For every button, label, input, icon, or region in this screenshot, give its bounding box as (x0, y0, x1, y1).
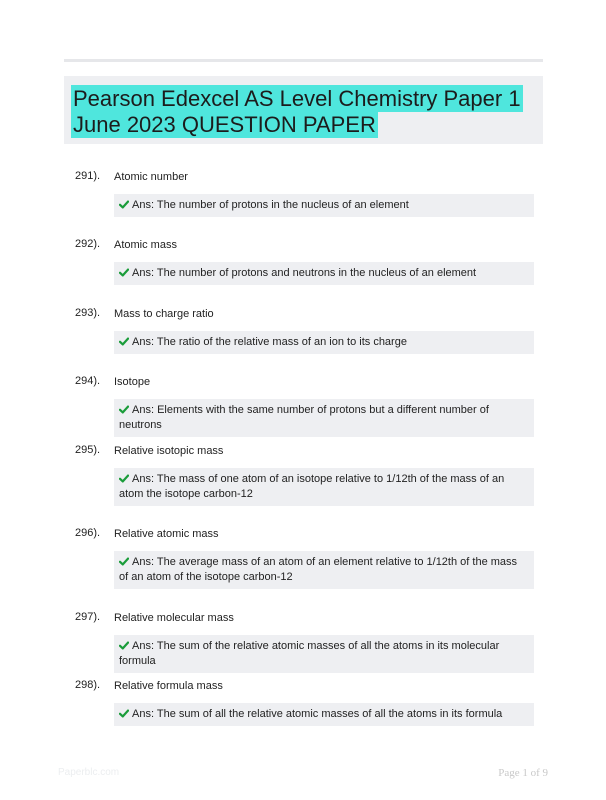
answer-box (114, 262, 534, 285)
question-number: 297). (75, 611, 101, 623)
question-number: 293). (75, 307, 101, 319)
check-icon (119, 337, 129, 346)
question-term: Isotope (114, 376, 151, 388)
answer-text: The sum of the relative atomic masses of all the atoms in its molecular formula (119, 640, 500, 667)
check-icon (119, 474, 129, 483)
check-icon (119, 405, 129, 414)
question-number: 296). (75, 527, 101, 539)
footer-watermark: Paperblc.com (58, 767, 120, 778)
check-icon (119, 268, 129, 277)
question-term: Atomic mass (114, 239, 177, 251)
header-rule (64, 59, 543, 62)
question-number: 298). (75, 679, 101, 691)
answer-text: The sum of all the relative atomic masses of all the atoms in its formula (156, 708, 503, 720)
answer-prefix: Ans: (132, 336, 155, 348)
question-number: 294). (75, 375, 101, 387)
page-title-highlight: Pearson Edexcel AS Level Chemistry Paper 1 June 2023 QUESTION PAPER (73, 86, 521, 137)
answer-box (114, 703, 534, 726)
check-icon (119, 641, 129, 650)
question-term: Relative isotopic mass (114, 445, 224, 457)
answer-prefix: Ans: (132, 556, 155, 568)
question-term: Relative molecular mass (114, 612, 234, 624)
answer-prefix: Ans: (132, 708, 155, 720)
answer-text: The mass of one atom of an isotope relative to 1/12th of the mass of an atom the isotope carbon-12 (119, 473, 505, 500)
answer-prefix: Ans: (132, 267, 155, 279)
check-icon (119, 200, 129, 209)
answer-text: The ratio of the relative mass of an ion to its charge (156, 336, 407, 348)
question-number: 292). (75, 238, 101, 250)
answer-prefix: Ans: (132, 640, 155, 652)
check-icon (119, 709, 129, 718)
title-banner (64, 76, 543, 144)
check-icon (119, 557, 129, 566)
question-number: 295). (75, 444, 101, 456)
page-title (71, 86, 535, 138)
answer-box (114, 194, 534, 217)
answer-box (114, 331, 534, 354)
answer-prefix: Ans: (132, 199, 155, 211)
answer-text: The average mass of an atom of an element relative to 1/12th of the mass of an atom of the isotope carbon-12 (119, 556, 518, 583)
answer-prefix: Ans: (132, 473, 155, 485)
question-number: 291). (75, 170, 101, 182)
page-number: Page 1 of 9 (498, 767, 548, 779)
question-term: Relative formula mass (114, 680, 223, 692)
answer-text: The number of protons in the nucleus of an element (156, 199, 409, 211)
answer-text: The number of protons and neutrons in the nucleus of an element (156, 267, 477, 279)
question-term: Mass to charge ratio (114, 308, 214, 320)
question-term: Relative atomic mass (114, 528, 219, 540)
answer-box (114, 551, 534, 589)
answer-text: Elements with the same number of protons but a different number of neutrons (119, 404, 489, 431)
answer-box (114, 635, 534, 673)
answer-box (114, 468, 534, 506)
answer-prefix: Ans: (132, 404, 155, 416)
question-term: Atomic number (114, 171, 188, 183)
answer-box (114, 399, 534, 437)
